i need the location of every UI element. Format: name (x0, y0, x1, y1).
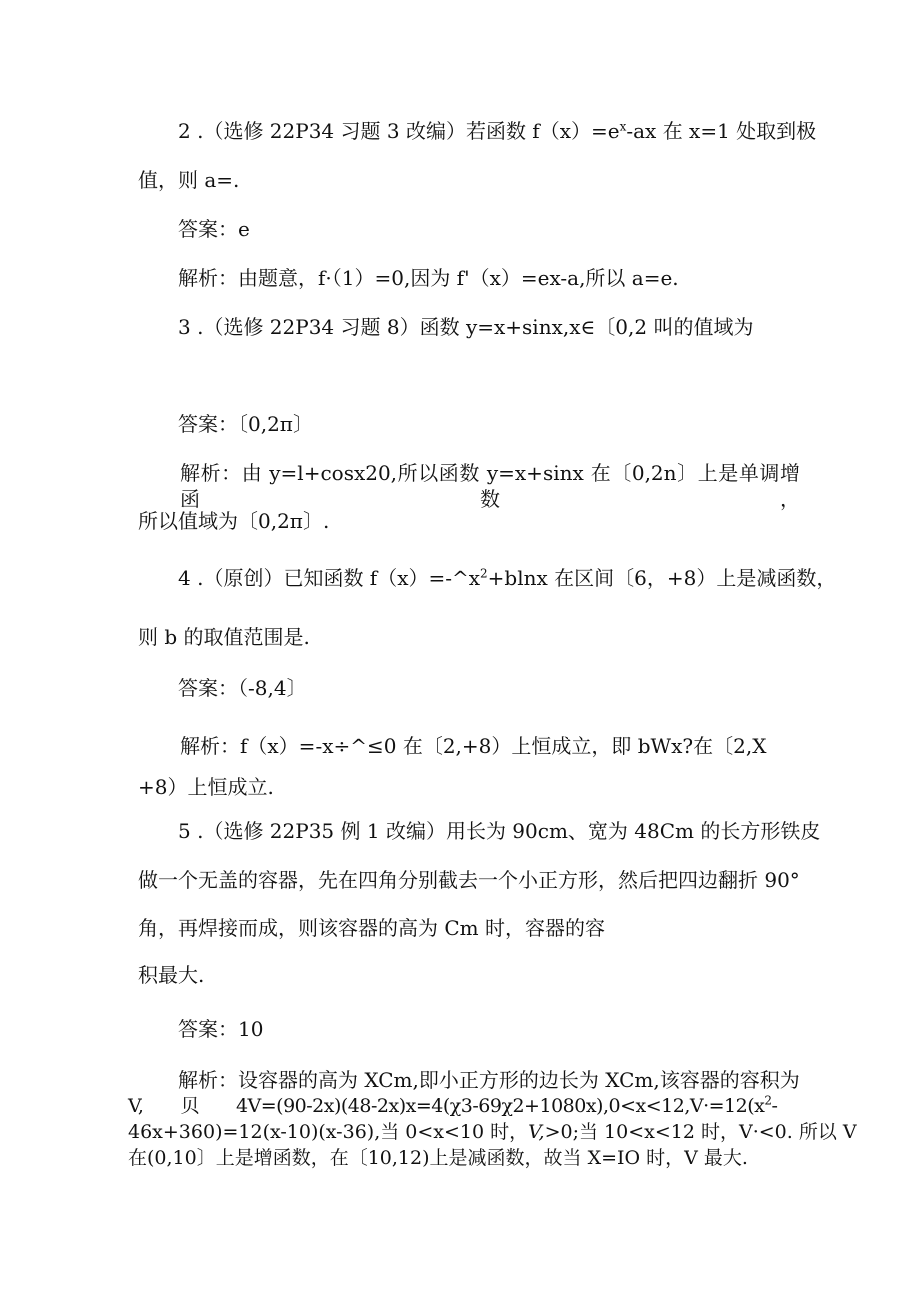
problem-4-line-1-text: 4 .（原创）已知函数 f（x）=-^x (178, 566, 481, 590)
problem-3-line-1: 3 .（选修 22P34 习题 8）函数 y=x+sinx,x∈〔0,2 叫的值域为 (178, 315, 754, 339)
exponent-x: x (619, 119, 627, 134)
analysis-5-line-3-text-rest: >0;当 10<x<12 时，V·<0. 所以 V (544, 1121, 857, 1143)
problem-2-line-1-text-rest: -ax 在 x=1 处取到极 (626, 119, 817, 143)
exponent-2-b: 2 (764, 1093, 772, 1108)
analysis-4-line-2: +8）上恒成立. (138, 775, 274, 799)
answer-2: 答案：e (178, 217, 250, 241)
problem-4-line-1 (178, 565, 836, 591)
analysis-5-line-2-dash: - (771, 1095, 778, 1117)
problem-4-line-1-text-rest: +blnx 在区间〔6，+8）上是减函数， (487, 566, 837, 590)
problem-5-line-3: 角，再焊接而成，则该容器的高为 Cm 时，容器的容 (138, 916, 605, 940)
answer-3: 答案：〔0,2π〕 (178, 412, 313, 436)
analysis-5-line-3 (128, 1119, 857, 1145)
analysis-5-line-1: 解析：设容器的高为 XCm,即小正方形的边长为 XCm,该容器的容积为 (178, 1068, 800, 1092)
problem-2-line-1-text: 2 .（选修 22P34 习题 3 改编）若函数 f（x）=e (178, 119, 620, 143)
analysis-5-line-2-text: V, 贝 4V=(90-2x)(48-2x)x=4(χ3-69χ2+1080x),0<x<12,V·=12(x (128, 1095, 765, 1117)
analysis-4-line-1: 解析：f（x）=-x÷^≤0 在〔2,+8）上恒成立，即 bWx?在〔2,X (180, 734, 767, 758)
analysis-2: 解析：由题意，f·（1）=0,因为 f'（x）=ex-a,所以 a=e. (178, 266, 679, 290)
answer-4: 答案：（-8,4〕 (178, 676, 307, 700)
problem-4-line-2: 则 b 的取值范围是. (138, 625, 310, 649)
analysis-5-line-2 (128, 1093, 777, 1119)
problem-5-line-2: 做一个无盖的容器，先在四角分别截去一个小正方形，然后把四边翻折 90° (138, 868, 800, 892)
problem-5-line-4: 积最大. (138, 963, 205, 987)
exponent-2: 2 (480, 566, 488, 581)
problem-2-line-2: 值，则 a=. (138, 168, 240, 192)
analysis-5-italic-v: V, (528, 1121, 545, 1143)
analysis-5-line-4: 在(0,10〕上是增函数，在〔10,12)上是减函数，故当 X=IO 时，V 最大. (128, 1147, 748, 1169)
problem-2-line-1 (178, 118, 816, 144)
analysis-3-line-2: 所以值域为〔0,2π〕. (138, 509, 330, 533)
analysis-5-line-3-text: 46x+360)=12(x-10)(x-36),当 0<x<10 时， (128, 1121, 529, 1143)
answer-5: 答案：10 (178, 1017, 264, 1041)
analysis-3-line-1: 解析：由 y=l+cosx20,所以函数 y=x+sinx 在〔0,2n〕上是单调增函数， (180, 461, 800, 511)
problem-5-line-1: 5 .（选修 22P35 例 1 改编）用长为 90cm、宽为 48Cm 的长方形铁皮 (178, 819, 821, 843)
